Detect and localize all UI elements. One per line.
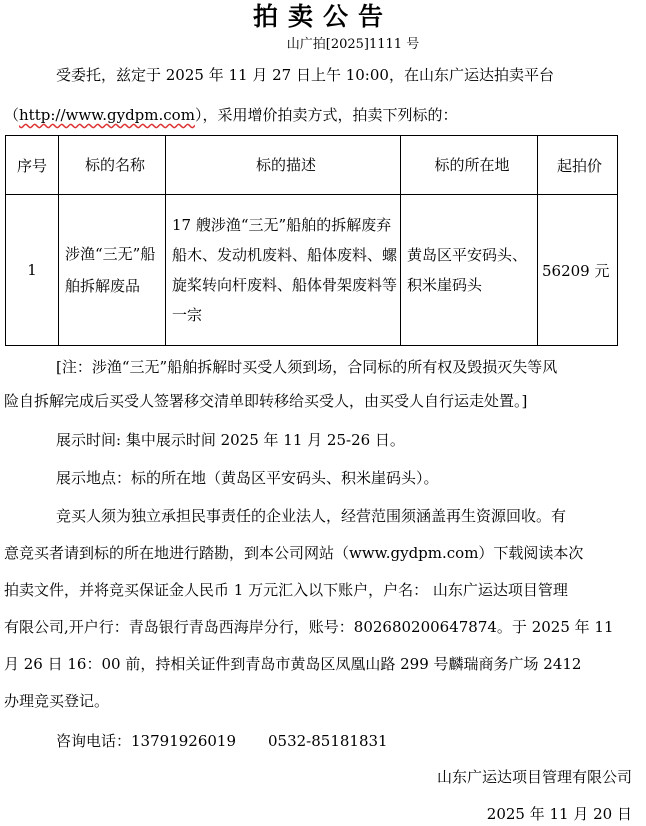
note-line-2: 险自拆解完成后买受人签署移交清单即转移给买受人，由买受人自行运走处置。] [4, 392, 528, 410]
intro-line-2-suffix: ），采用增价拍卖方式，拍卖下列标的： [194, 106, 458, 124]
table-row [6, 195, 618, 346]
lot-starting-price: 56209 元 [538, 195, 618, 346]
document-number: 山广拍[2025]1111 号 [286, 37, 420, 52]
bidder-line-3: 拍卖文件，并将竞买保证金人民币 1 万元汇入以下账户，户名： 山东广运达项目管理 [4, 581, 568, 599]
intro-line-1: 受委托，兹定于 2025 年 11 月 27 日上午 10:00，在山东广运达拍卖平台 [56, 66, 554, 84]
page-title: 拍卖公告 [252, 2, 393, 31]
contact-line [56, 724, 388, 758]
auction-lots-table [5, 135, 618, 346]
lot-description-text: 17 艘涉渔“三无”船舶的拆解废弃船木、发动机废料、船体废料、螺旋桨转向杆废料、船体骨架废料等一宗 [172, 216, 398, 324]
lot-location [401, 195, 538, 346]
header-location: 标的所在地 [401, 136, 538, 195]
bidder-line-1: 竞买人须为独立承担民事责任的企业法人，经营范围须涵盖再生资源回收。有 [56, 507, 567, 525]
signature-company: 山东广运达项目管理有限公司 [436, 768, 632, 786]
table-header-row [6, 136, 618, 195]
exhibit-place: 展示地点：标的所在地（黄岛区平安码头、积米崖码头）。 [56, 469, 439, 487]
header-number: 序号 [6, 136, 59, 195]
lot-number: 1 [6, 195, 59, 346]
intro-paren-open: （ [4, 106, 20, 124]
exhibit-time: 展示时间: 集中展示时间 2025 年 11 月 25-26 日。 [56, 431, 405, 449]
lot-name [59, 195, 166, 346]
lot-description [166, 195, 401, 346]
platform-url-link[interactable]: http://www.gydpm.com [19, 106, 195, 124]
header-description: 标的描述 [166, 136, 401, 195]
bidder-line-6: 办理竞买登记。 [4, 692, 110, 710]
header-name: 标的名称 [59, 136, 166, 195]
note-line-1: [注：涉渔“三无”船舶拆解时买受人须到场，合同标的所有权及毁损灭失等风 [56, 358, 558, 376]
lot-name-text: 涉渔“三无”船舶拆解废品 [65, 245, 156, 295]
contact-phone-1: 13791926019 [131, 732, 236, 750]
signature-date: 2025 年 11 月 20 日 [486, 805, 632, 823]
contact-phone-2: 0532-85181831 [268, 732, 388, 750]
bidder-line-4: 有限公司,开户行：青岛银行青岛西海岸分行，账号：802680200647874。于 2025 年 11 [4, 618, 614, 636]
intro-line-2 [4, 98, 457, 132]
lot-location-text: 黄岛区平安码头、积米崖码头 [407, 246, 528, 294]
bidder-line-2: 意竞买者请到标的所在地进行踏勘，到本公司网站（www.gydpm.com）下载阅读本次 [4, 544, 584, 562]
header-starting-price: 起拍价 [538, 136, 618, 195]
bidder-line-5: 月 26 日 16：00 前，持相关证件到青岛市黄岛区凤凰山路 299 号麟瑞商务广场 2412 [4, 655, 582, 673]
contact-label: 咨询电话： [56, 732, 132, 750]
